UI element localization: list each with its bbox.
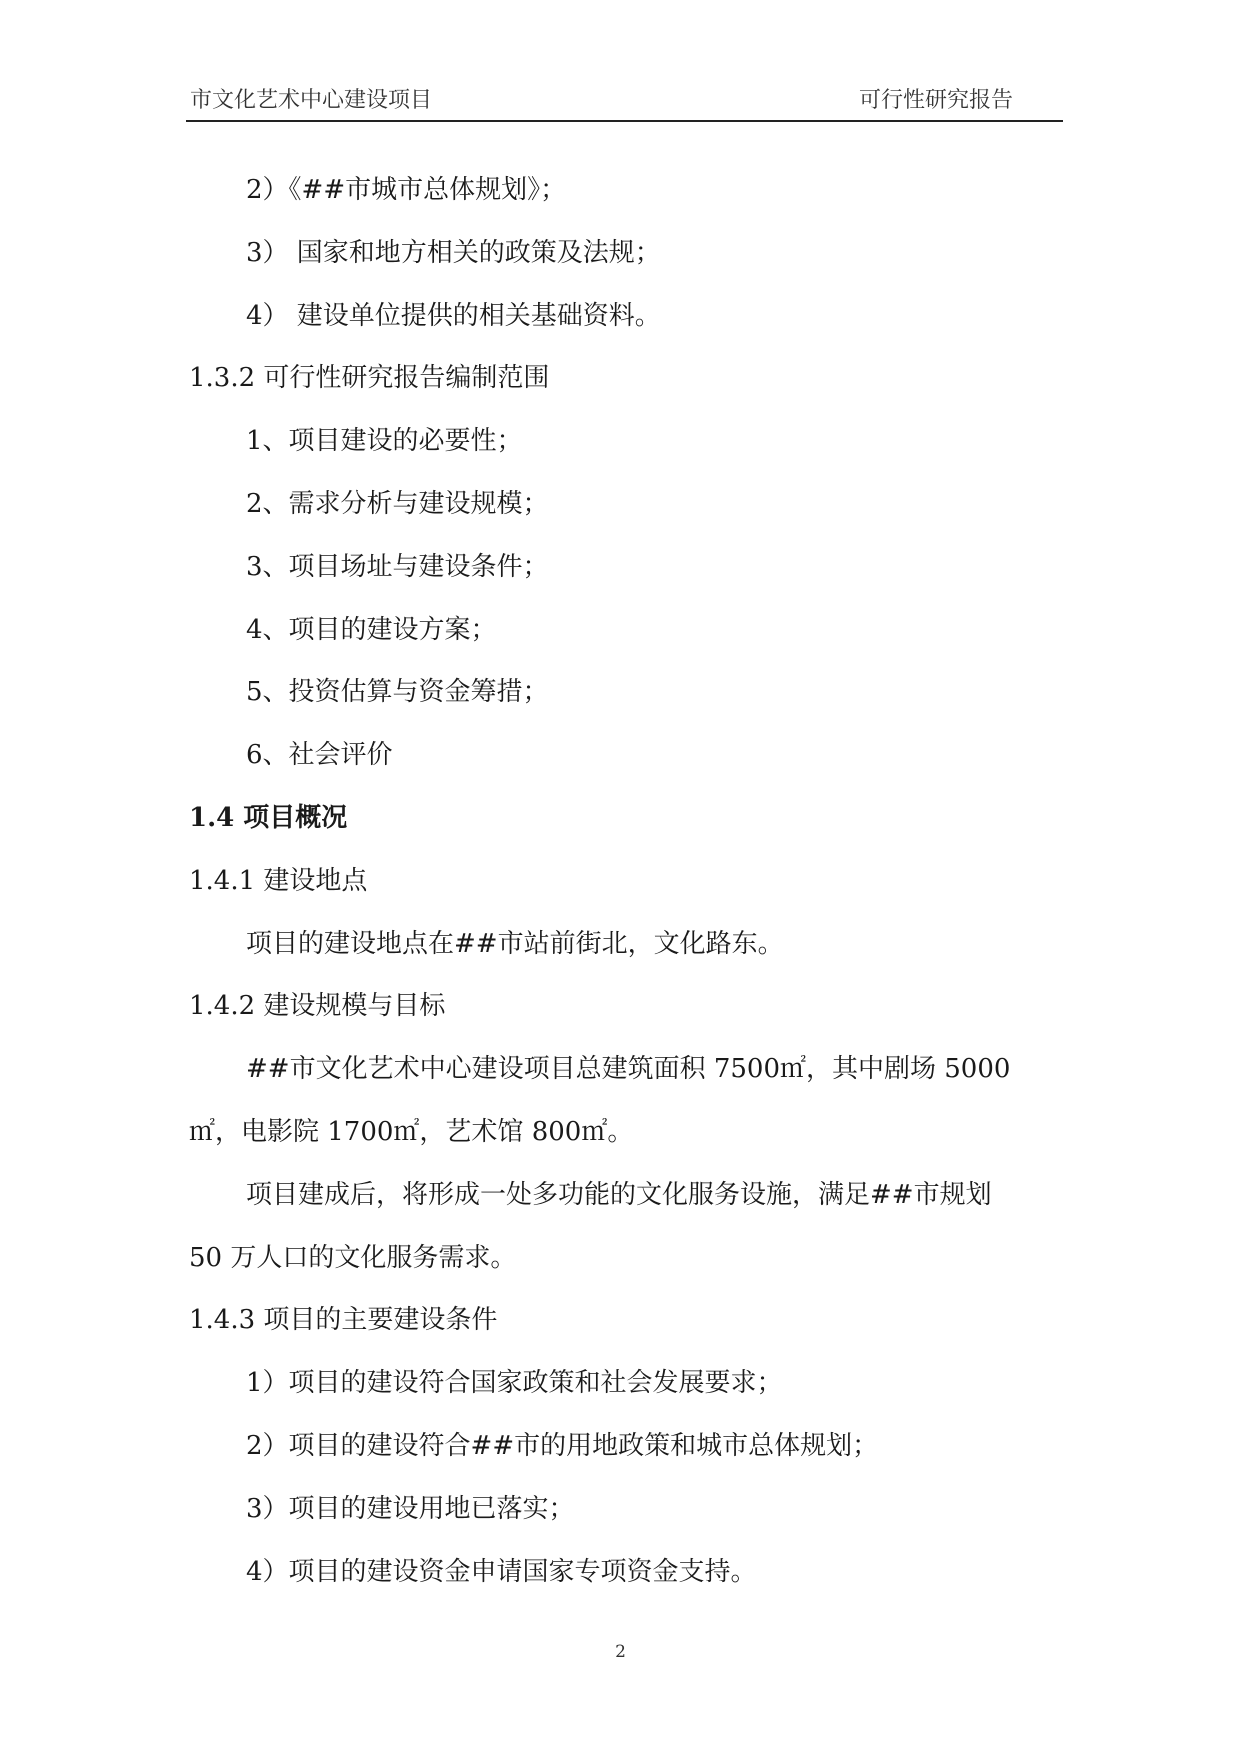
condition-item-4: 4）项目的建设资金申请国家专项资金支持。	[246, 1557, 757, 1587]
section-heading-1-4-1: 1.4.1 建设地点	[189, 866, 368, 896]
scale-paragraph-line-1: ##市文化艺术中心建设项目总建筑面积 7500㎡，其中剧场 5000	[246, 1054, 1011, 1084]
header-document-title: 市文化艺术中心建设项目	[190, 88, 433, 113]
basis-item-3: 3） 国家和地方相关的政策及法规；	[246, 238, 661, 268]
location-paragraph: 项目的建设地点在##市站前街北，文化路东。	[246, 929, 784, 959]
scope-item-2: 2、需求分析与建设规模；	[246, 489, 549, 519]
header-report-type: 可行性研究报告	[858, 88, 1013, 113]
scope-item-5: 5、投资估算与资金筹措；	[246, 677, 549, 707]
page-header	[186, 86, 1063, 122]
basis-item-4: 4） 建设单位提供的相关基础资料。	[246, 301, 661, 331]
section-heading-1-4-2: 1.4.2 建设规模与目标	[189, 991, 446, 1021]
goal-paragraph-line-2: 50 万人口的文化服务需求。	[189, 1243, 517, 1273]
condition-item-3: 3）项目的建设用地已落实；	[246, 1494, 575, 1524]
goal-paragraph-line-1: 项目建成后，将形成一处多功能的文化服务设施，满足##市规划	[246, 1180, 992, 1210]
scope-item-1: 1、项目建设的必要性；	[246, 426, 523, 456]
condition-item-1: 1）项目的建设符合国家政策和社会发展要求；	[246, 1368, 783, 1398]
section-heading-1-4: 1.4 项目概况	[189, 803, 348, 833]
page-number: 2	[615, 1642, 626, 1662]
scope-item-3: 3、项目场址与建设条件；	[246, 552, 549, 582]
section-heading-1-3-2: 1.3.2 可行性研究报告编制范围	[189, 363, 550, 393]
scale-paragraph-line-2: ㎡，电影院 1700㎡，艺术馆 800㎡。	[189, 1117, 634, 1147]
scope-item-4: 4、项目的建设方案；	[246, 615, 497, 645]
section-heading-1-4-3: 1.4.3 项目的主要建设条件	[189, 1305, 498, 1335]
scope-item-6: 6、社会评价	[246, 740, 393, 770]
condition-item-2: 2）项目的建设符合##市的用地政策和城市总体规划；	[246, 1431, 879, 1461]
basis-item-2: 2）《##市城市总体规划》；	[246, 175, 567, 205]
